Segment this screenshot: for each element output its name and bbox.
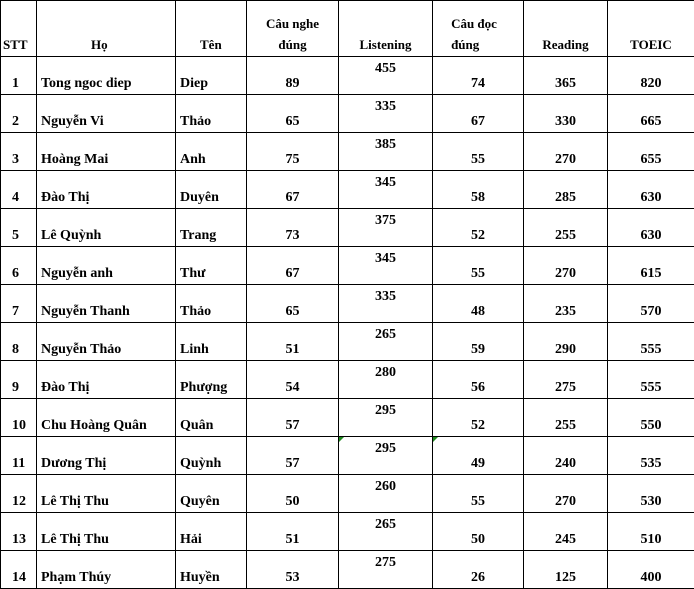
cell-reading[interactable]: 290 xyxy=(524,323,608,361)
cell-listening[interactable]: 260 xyxy=(339,475,433,513)
cell-ho[interactable]: Nguyễn anh xyxy=(37,247,176,285)
cell-stt[interactable]: 14 xyxy=(1,551,37,589)
cell-ten[interactable]: Quân xyxy=(176,399,247,437)
header-cau-nghe-line1: Câu nghe xyxy=(266,16,319,31)
comment-indicator-icon xyxy=(433,437,438,442)
cell-stt[interactable]: 11 xyxy=(1,437,37,475)
cell-ho[interactable]: Phạm Thúy xyxy=(37,551,176,589)
table-row xyxy=(1,95,694,133)
table-row xyxy=(1,323,694,361)
table-row xyxy=(1,57,694,95)
table-row xyxy=(1,437,694,475)
cell-listening[interactable]: 345 xyxy=(339,247,433,285)
cell-cau-nghe[interactable]: 75 xyxy=(247,133,339,171)
cell-listening[interactable]: 295 xyxy=(339,437,433,475)
cell-toeic[interactable]: 665 xyxy=(608,95,694,133)
table-row xyxy=(1,475,694,513)
cell-stt[interactable]: 4 xyxy=(1,171,37,209)
cell-toeic[interactable]: 820 xyxy=(608,57,694,95)
cell-listening[interactable]: 385 xyxy=(339,133,433,171)
comment-indicator-icon xyxy=(339,437,344,442)
cell-ho[interactable]: Tong ngoc diep xyxy=(37,57,176,95)
header-cau-nghe-line2: đúng xyxy=(278,37,306,52)
header-cau-doc-line1: Câu đọc xyxy=(451,16,497,31)
header-reading[interactable]: Reading xyxy=(524,1,608,57)
table-row xyxy=(1,399,694,437)
cell-ho[interactable]: Nguyễn Thanh xyxy=(37,285,176,323)
cell-stt[interactable]: 3 xyxy=(1,133,37,171)
cell-stt[interactable]: 10 xyxy=(1,399,37,437)
header-cau-doc-dung[interactable] xyxy=(433,1,524,57)
cell-toeic[interactable]: 400 xyxy=(608,551,694,589)
cell-cau-nghe[interactable]: 65 xyxy=(247,285,339,323)
table-row xyxy=(1,247,694,285)
cell-stt[interactable]: 2 xyxy=(1,95,37,133)
cell-ho[interactable]: Chu Hoàng Quân xyxy=(37,399,176,437)
cell-cau-doc[interactable]: 49 xyxy=(433,437,524,475)
cell-reading[interactable]: 255 xyxy=(524,399,608,437)
cell-ten[interactable]: Huyền xyxy=(176,551,247,589)
cell-stt[interactable]: 5 xyxy=(1,209,37,247)
header-toeic[interactable]: TOEIC xyxy=(608,1,694,57)
cell-ho[interactable]: Lê Quỳnh xyxy=(37,209,176,247)
cell-ho[interactable]: Hoàng Mai xyxy=(37,133,176,171)
cell-cau-doc[interactable]: 50 xyxy=(433,513,524,551)
cell-cau-doc[interactable]: 67 xyxy=(433,95,524,133)
cell-ho[interactable]: Nguyễn Vi xyxy=(37,95,176,133)
cell-ho[interactable]: Nguyễn Thảo xyxy=(37,323,176,361)
cell-stt[interactable]: 12 xyxy=(1,475,37,513)
cell-cau-nghe[interactable]: 67 xyxy=(247,171,339,209)
header-ten[interactable]: Tên xyxy=(176,1,247,57)
cell-cau-doc[interactable]: 48 xyxy=(433,285,524,323)
cell-ho[interactable]: Đào Thị xyxy=(37,361,176,399)
cell-cau-doc[interactable]: 52 xyxy=(433,209,524,247)
cell-ten[interactable]: Quyên xyxy=(176,475,247,513)
cell-reading[interactable]: 255 xyxy=(524,209,608,247)
cell-toeic[interactable]: 550 xyxy=(608,399,694,437)
cell-ten[interactable]: Duyên xyxy=(176,171,247,209)
cell-reading[interactable]: 275 xyxy=(524,361,608,399)
cell-reading[interactable]: 270 xyxy=(524,247,608,285)
cell-toeic[interactable]: 630 xyxy=(608,171,694,209)
cell-ten[interactable]: Quỳnh xyxy=(176,437,247,475)
cell-listening[interactable]: 295 xyxy=(339,399,433,437)
cell-toeic[interactable]: 630 xyxy=(608,209,694,247)
cell-cau-nghe[interactable]: 57 xyxy=(247,399,339,437)
cell-cau-nghe[interactable]: 51 xyxy=(247,323,339,361)
cell-reading[interactable]: 270 xyxy=(524,475,608,513)
cell-cau-doc[interactable]: 56 xyxy=(433,361,524,399)
header-cau-nghe-dung[interactable] xyxy=(247,1,339,57)
cell-listening[interactable]: 345 xyxy=(339,171,433,209)
table-row xyxy=(1,171,694,209)
cell-toeic[interactable]: 615 xyxy=(608,247,694,285)
cell-ten[interactable]: Linh xyxy=(176,323,247,361)
cell-stt[interactable]: 8 xyxy=(1,323,37,361)
cell-ten[interactable]: Phượng xyxy=(176,361,247,399)
cell-cau-doc[interactable]: 59 xyxy=(433,323,524,361)
cell-toeic[interactable]: 555 xyxy=(608,361,694,399)
cell-cau-nghe[interactable]: 51 xyxy=(247,513,339,551)
cell-reading[interactable]: 365 xyxy=(524,57,608,95)
cell-reading[interactable]: 240 xyxy=(524,437,608,475)
cell-ho[interactable]: Lê Thị Thu xyxy=(37,513,176,551)
cell-cau-nghe[interactable]: 50 xyxy=(247,475,339,513)
cell-ho[interactable]: Dương Thị xyxy=(37,437,176,475)
cell-stt[interactable]: 1 xyxy=(1,57,37,95)
cell-reading[interactable]: 125 xyxy=(524,551,608,589)
table-row xyxy=(1,551,694,589)
table-row xyxy=(1,361,694,399)
cell-listening[interactable]: 265 xyxy=(339,513,433,551)
cell-cau-doc[interactable]: 58 xyxy=(433,171,524,209)
table-row xyxy=(1,209,694,247)
header-listening[interactable]: Listening xyxy=(339,1,433,57)
cell-ho[interactable]: Lê Thị Thu xyxy=(37,475,176,513)
cell-toeic[interactable]: 570 xyxy=(608,285,694,323)
cell-listening[interactable]: 455 xyxy=(339,57,433,95)
cell-cau-nghe[interactable]: 65 xyxy=(247,95,339,133)
cell-listening[interactable]: 335 xyxy=(339,285,433,323)
cell-cau-nghe[interactable]: 54 xyxy=(247,361,339,399)
cell-toeic[interactable]: 535 xyxy=(608,437,694,475)
header-stt[interactable]: STT xyxy=(1,1,37,57)
cell-listening[interactable]: 265 xyxy=(339,323,433,361)
header-row xyxy=(1,1,694,57)
cell-ten[interactable]: Thảo xyxy=(176,285,247,323)
cell-ten[interactable]: Trang xyxy=(176,209,247,247)
table-row xyxy=(1,285,694,323)
cell-cau-doc[interactable]: 55 xyxy=(433,133,524,171)
cell-toeic[interactable]: 655 xyxy=(608,133,694,171)
cell-cau-nghe[interactable]: 73 xyxy=(247,209,339,247)
cell-ten[interactable]: Thư xyxy=(176,247,247,285)
cell-stt[interactable]: 9 xyxy=(1,361,37,399)
cell-cau-nghe[interactable]: 53 xyxy=(247,551,339,589)
cell-ten[interactable]: Anh xyxy=(176,133,247,171)
cell-stt[interactable]: 6 xyxy=(1,247,37,285)
table-row xyxy=(1,133,694,171)
cell-cau-doc[interactable]: 55 xyxy=(433,475,524,513)
cell-cau-nghe[interactable]: 67 xyxy=(247,247,339,285)
cell-stt[interactable]: 13 xyxy=(1,513,37,551)
cell-listening[interactable]: 280 xyxy=(339,361,433,399)
header-cau-doc-line2: đúng xyxy=(451,37,479,52)
cell-reading[interactable]: 245 xyxy=(524,513,608,551)
cell-ho[interactable]: Đào Thị xyxy=(37,171,176,209)
cell-ten[interactable]: Hải xyxy=(176,513,247,551)
cell-reading[interactable]: 270 xyxy=(524,133,608,171)
table-body xyxy=(1,57,694,589)
cell-toeic[interactable]: 510 xyxy=(608,513,694,551)
cell-cau-doc[interactable]: 52 xyxy=(433,399,524,437)
cell-cau-doc[interactable]: 55 xyxy=(433,247,524,285)
cell-reading[interactable]: 235 xyxy=(524,285,608,323)
cell-listening[interactable]: 375 xyxy=(339,209,433,247)
cell-toeic[interactable]: 530 xyxy=(608,475,694,513)
cell-listening[interactable]: 275 xyxy=(339,551,433,589)
cell-listening[interactable]: 335 xyxy=(339,95,433,133)
cell-ten[interactable]: Thảo xyxy=(176,95,247,133)
cell-stt[interactable]: 7 xyxy=(1,285,37,323)
cell-cau-nghe[interactable]: 89 xyxy=(247,57,339,95)
cell-reading[interactable]: 285 xyxy=(524,171,608,209)
cell-toeic[interactable]: 555 xyxy=(608,323,694,361)
cell-cau-doc[interactable]: 74 xyxy=(433,57,524,95)
cell-reading[interactable]: 330 xyxy=(524,95,608,133)
cell-ten[interactable]: Diep xyxy=(176,57,247,95)
header-ho[interactable]: Họ xyxy=(37,1,176,57)
cell-cau-doc[interactable]: 26 xyxy=(433,551,524,589)
table-row xyxy=(1,513,694,551)
cell-cau-nghe[interactable]: 57 xyxy=(247,437,339,475)
